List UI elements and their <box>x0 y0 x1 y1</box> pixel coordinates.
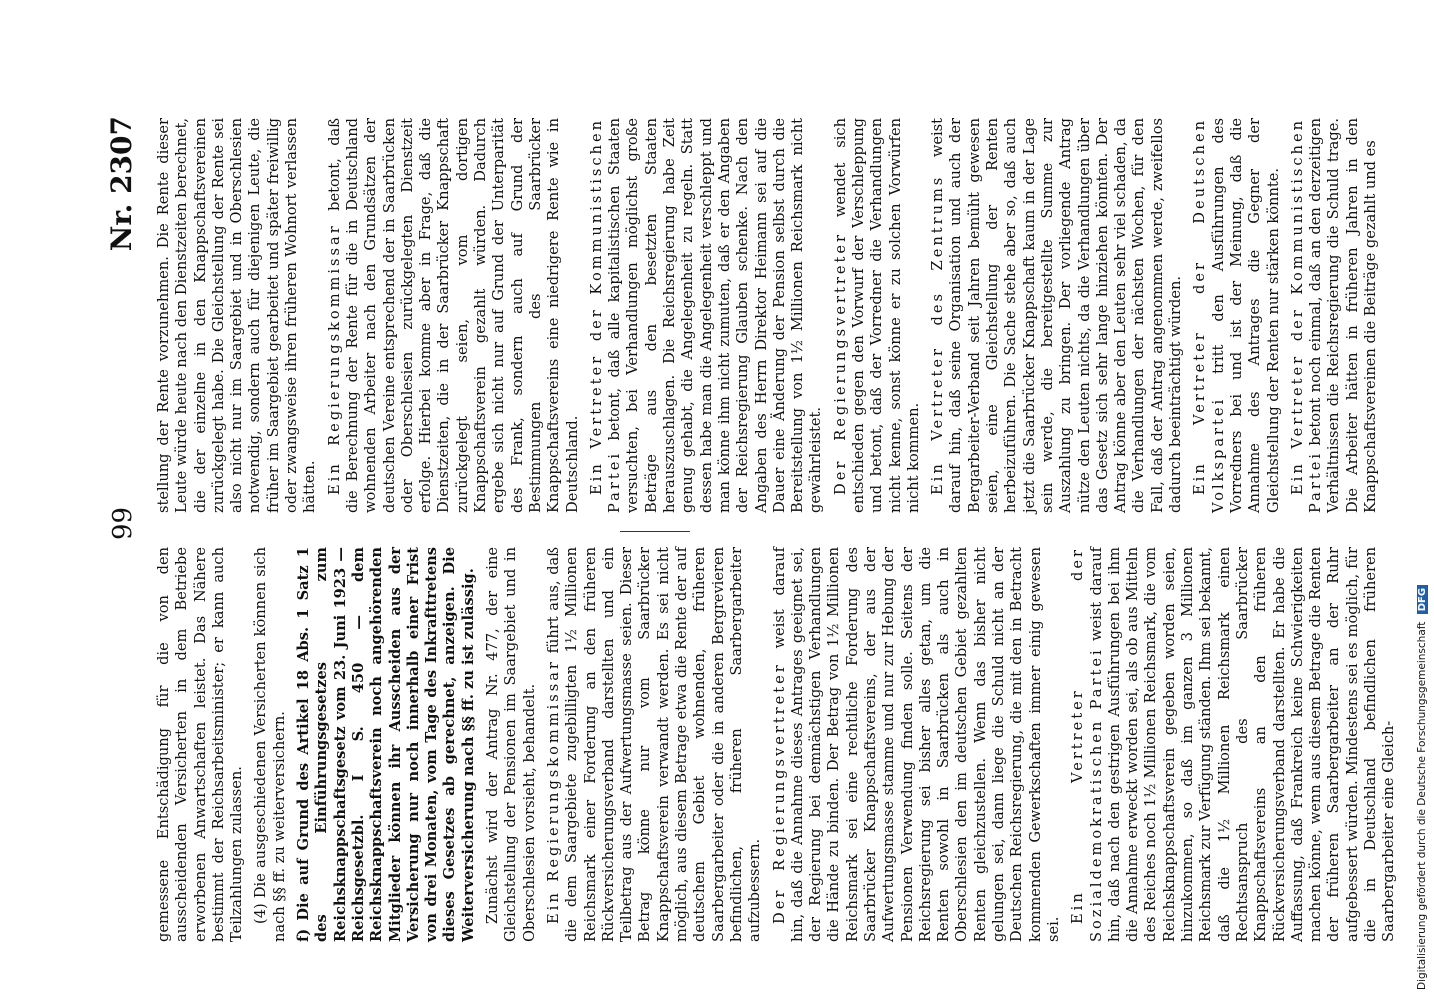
paragraph <box>1191 118 1282 513</box>
speaker-name: Der Regierungsvertreter <box>831 232 849 495</box>
paragraph <box>771 547 1064 942</box>
paragraph-text: weist darauf hin, daß die Annahme dieses Antrages geeignet sei, der Regierung bei demnächstigen Verhandlungen die Hände zu binden. Der Betrag von 1½ Millionen Reichsmark sei eine rechtliche Forderung des Saarbrücker Knappschaftsvereins, der aus der Aufwertungsmasse stamme und nur zur Hebung der Pensionen Verwendung finden solle. Seitens der Reichsregierung sei bisher alles getan, um die Renten sowohl in Saarbrücken als auch in Oberschlesien den im deutschen Gebiet gezahlten Renten gleichzustellen. Wenn das bisher nicht gelungen sei, dann liege die Schuld nicht an der Deutschen Reichsregierung, die mit den in Betracht kommenden Gewerkschaften immer einig gewesen sei. <box>770 546 1062 942</box>
page-header <box>100 110 150 950</box>
speaker-name: Ein Vertreter der Sozialdemokratischen Partei <box>1069 547 1105 942</box>
speaker-name: Ein Vertreter der Kommunistischen Partei <box>587 118 624 513</box>
paragraph <box>326 118 582 513</box>
paragraph-f: f) Die auf Grund des Artikel 18 Abs. 1 Satz 1 des Einführungsgesetzes zum Reichsknappschaftsgesetz vom 23. Juni 1923 — Reichsgesetzbl. I S. 450 — dem Reichsknappschaftsverein noch angehörenden Mitglieder können ihr Ausscheiden aus der Versicherung nur noch innerhalb einer Frist von drei Monaten, vom Tage des Inkrafttretens dieses Gesetzes ab gerechnet, anzeigen. Die Weiterversicherung nach §§ ff. zu ist zulässig. <box>295 547 477 942</box>
speaker-name: Ein Regierungskommissar <box>325 223 343 495</box>
paragraph-text: führt aus, daß die dem Saargebiete zugebilligten 1½ Millionen Reichsmark einer Forderung an den früheren Rückversicherungsverband darstellten und ein Teilbetrag aus der Aufwertungsmasse seien. Dieser Betrag könne nur vom Saarbrücker Knappschaftsverein verwandt werden. Es sei nicht möglich, aus diesem Betrage etwa die Rente der auf deutschem Gebiet wohnenden, früheren Saarbergarbeiter oder die in anderen Bergrevieren befindlichen, früheren Saarbergarbeiter aufzubessern. <box>544 546 764 942</box>
paragraph-text: weist darauf hin, daß seine Organisation und auch der Bergarbeiter-Verband seit Jahren bemüht gewesen seien, eine Gleichstellung der Renten herbeizuführen. Die Sache stehe aber so, daß auch jetzt die Saarbrücker Knappschaft kaum in der Lage sein werde, die bereitgestellte Summe zur Auszahlung zu bringen. Der vorliegende Antrag nütze den Leuten nichts, da die Verhandlungen über das Gesetz sich sehr lange hinziehen könnten. Der Antrag könne aber den Leuten sehr viel schaden, da die Verhandlungen der nächsten Wochen, für den Fall, daß der Antrag angenommen werde, zweifellos dadurch beeinträchtigt würden. <box>929 117 1185 513</box>
speaker-name: Ein Vertreter der Kommunistischen Partei <box>1288 118 1325 513</box>
column-divider <box>620 531 690 532</box>
right-column <box>155 117 1379 513</box>
page-number: 99 <box>108 506 138 540</box>
paragraph-text: betont, daß alle kapitalistischen Staaten versuchten, bei Verhandlungen möglichst große Beträge aus den besetzten Staaten herauszuschlagen. Die Reichsregierung habe Zeit genug gehabt, die Angelegenheit zu regeln. Statt dessen habe man die Angelegenheit verschleppt und man könne ihm nicht zumuten, daß er den Angaben der Reichsregierung Glauben schenke. Nach den Angaben des Herrn Direktor Heimann sei auf die Dauer eine Änderung der Pension selbst durch die Bereitstellung von 1½ Millionen Reichsmark nicht gewährleistet. <box>606 118 825 513</box>
paragraph <box>929 118 1185 513</box>
paragraph-text: weist darauf hin, daß nach den gestrigen Ausführungen bei ihm die Annahme erweckt worden sei, als ob aus Mitteln des Reiches noch 1½ Millionen Reichsmark, die vom Reichsknappschaftsverein gegeben worden seien, hinzukommen, so daß im ganzen 3 Millionen Reichsmark zur Verfügung ständen. Ihm sei bekannt, daß die 1½ Millionen Reichsmark einen Rechtsanspruch des Saarbrücker Knappschaftsvereins an den früheren Rückversicherungsverband darstellten. Er habe die Auffassung, daß Frankreich keine Schwierigkeiten machen könne, wenn aus diesem Betrage die Renten der früheren Saarbergarbeiter an der Ruhr aufgebessert würden. Mindestens sei es möglich, für die in Deutschland befindlichen früheren Saarbergarbeiter eine Gleich- <box>1087 546 1398 942</box>
document-number: Nr. 2307 <box>105 116 138 252</box>
speaker-name: Ein Vertreter des Zentrums <box>929 174 947 495</box>
paragraph: stellung der Rente vorzunehmen. Die Rente dieser Leute würde heute nach den Dienstzeiten berechnet, die der einzelne in den Knappschaftsvereinen zurückgelegt habe. Die Gleichstellung der Rente sei also nicht nur im Saargebiet und in Oberschlesien notwendig, sondern auch für diejenigen Leute, die früher im Saargebiet gearbeitet und später freiwillig oder zwangsweise ihren früheren Wohnort verlassen hätten. <box>155 118 319 513</box>
credit-text: Digitalisierung gefördert durch die Deutsche Forschungsgemeinschaft <box>1416 621 1428 990</box>
paragraph <box>545 547 765 942</box>
paragraph <box>832 118 923 513</box>
digitization-credit <box>1416 585 1428 990</box>
speaker-name: Der Regierungsvertreter <box>770 662 788 924</box>
speaker-name: Ein Vertreter der Deutschen Volkspartei <box>1191 118 1227 513</box>
paragraph <box>588 118 826 513</box>
paragraph-text: betont noch einmal, daß an den derzeitigen Verhältnissen die Reichsregierung die Schuld trage. Die Arbeiter hätten in früheren Jahren in den Knappschaftsvereinen die Beiträge gezahlt und es <box>1307 118 1379 513</box>
paragraph: Zunächst wird der Antrag Nr. 477, der eine Gleichstellung der Pensionen im Saargebiet und in Oberschlesien vorsieht, behandelt. <box>484 547 538 942</box>
paragraph-text: betont, daß die Berechnung der Rente für die in Deutschland wohnenden Arbeiter nach den Grundsätzen der deutschen Vereine entsprechend der in Saarbrücken oder Oberschlesien zurückgelegten Dienstzeit erfolge. Hierbei komme aber in Frage, daß die Dienstzeiten, die in der Saarbrücker Knappschaft zurückgelegt seien, vom dortigen Knappschaftsverein gezahlt würden. Dadurch ergebe sich nicht nur auf Grund der Unterparität des Frank, sondern auch auf Grund der Bestimmungen des Saarbrücker Knappschaftsvereins eine niedrigere Rente wie in Deutschland. <box>325 118 581 513</box>
paragraph <box>1069 547 1398 942</box>
paragraph-text: wendet sich entschieden gegen den Vorwurf der Verschleppung und betont, daß der Vorredner die Verhandlungen nicht kenne, sonst könne er zu solchen Vorwürfen nicht kommen. <box>831 118 922 513</box>
paragraph: (4) Die ausgeschiedenen Versicherten können sich nach §§ ff. zu weiterversichern. <box>252 547 288 942</box>
document-page <box>100 110 1398 950</box>
paragraph <box>1289 118 1380 513</box>
paragraph: gemessene Entschädigung für die von den ausscheidenden Versicherten in dem Betriebe erworbenen Anwartschaften leistet. Das Nähere bestimmt der Reichsarbeitsminister; er kann auch Teilzahlungen zulassen. <box>155 547 246 942</box>
left-column <box>155 546 1398 942</box>
speaker-name: Ein Regierungskommissar <box>544 659 562 924</box>
paragraph-text: tritt den Ausführungen des Vorredners bei und ist der Meinung, daß die Annahme des Antrages die Gegner der Gleichstellung der Renten nur stärken könnte. <box>1209 117 1282 513</box>
dfg-logo: DFG <box>1417 585 1428 614</box>
